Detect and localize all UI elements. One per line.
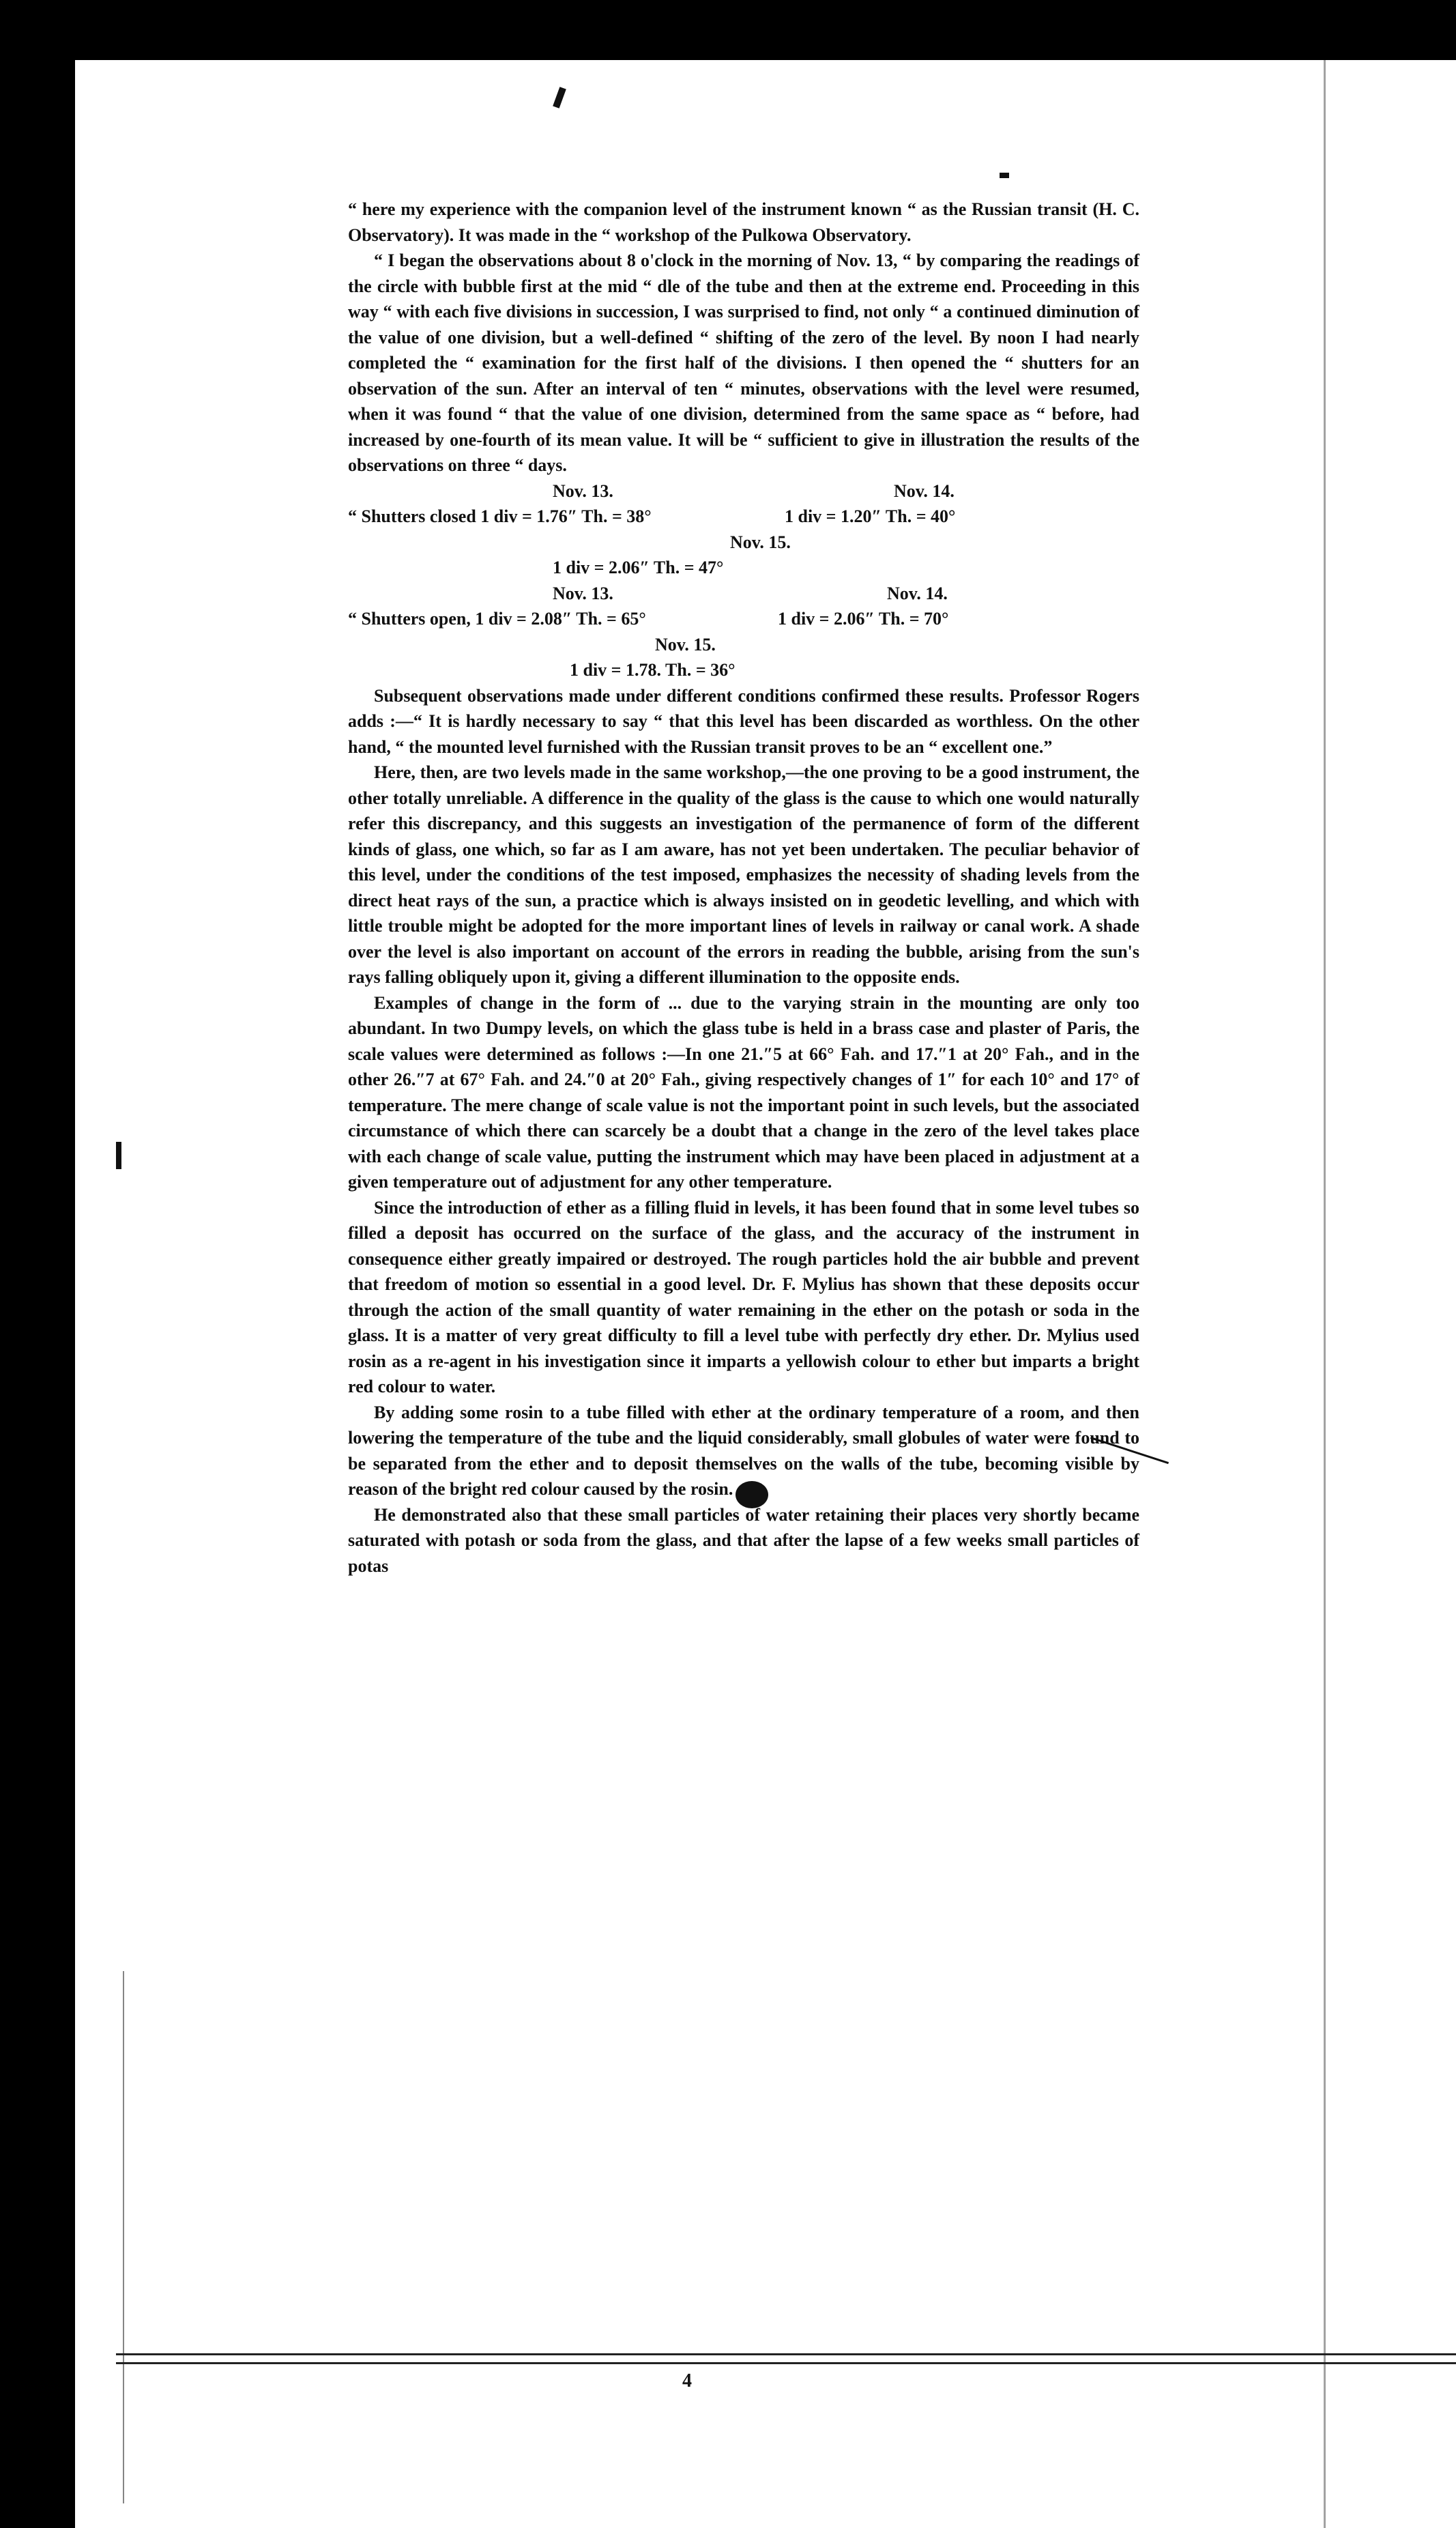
- bottom-rules: [116, 2353, 1456, 2371]
- table-cell: 1 div = 1.78. Th. = 36°: [570, 660, 736, 680]
- table-cell: Nov. 13.: [553, 480, 613, 501]
- table-cell: Nov. 14.: [887, 583, 948, 603]
- document-body: [348, 197, 1139, 1579]
- table-cell: “ Shutters open, 1 div = 2.08″ Th. = 65°: [348, 609, 646, 629]
- paragraph: “ here my experience with the companion level of the instrument known “ as the Russian transit (H. C. Observatory). It was made in the “ workshop of the Pulkowa Observatory.: [348, 199, 1139, 245]
- scan-speck: [553, 87, 566, 109]
- paragraph: He demonstrated also that these small particles of water retaining their places very shortly became saturated with potash or soda from the glass, and that after the lapse of a few weeks small particles of potas: [348, 1504, 1139, 1576]
- table-cell: “ Shutters closed 1 div = 1.76″ Th. = 38°: [348, 506, 652, 526]
- table-cell: 1 div = 2.06″ Th. = 70°: [778, 609, 949, 629]
- scan-artifact-line: [1324, 60, 1326, 2528]
- paragraph: Examples of change in the form of ... due to the varying strain in the mounting are only too abundant. In two Dumpy levels, on which the glass tube is held in a brass case and plaster of Paris, the scale values were determined as follows :—In one 21.″5 at 66° Fah. and 17.″1 at 20° Fah., and in the other 26.″7 at 67° Fah. and 24.″0 at 20° Fah., giving respectively changes of 1″ for each 10° and 17° of temperature. The mere change of scale value is not the important point in such levels, but the associated circumstance of which there can scarcely be a doubt that a change in the zero of the level takes place with each change of scale value, putting the instrument which may have been placed in adjustment at a given temperature out of adjustment for any other temperature.: [348, 992, 1139, 1192]
- scan-speck: [1000, 173, 1009, 178]
- table-cell: 1 div = 1.20″ Th. = 40°: [785, 506, 956, 526]
- observation-table: [348, 478, 1139, 683]
- table-cell: Nov. 15.: [730, 532, 791, 552]
- paragraph: By adding some rosin to a tube filled with ether at the ordinary temperature of a room, and then lowering the temperature of the tube and the liquid considerably, small globules of water were found to be separated from the ether and to deposit themselves on the walls of the tube, becoming visible by reason of the bright red colour caused by the rosin.: [348, 1402, 1139, 1499]
- paragraph: “ I began the observations about 8 o'clock in the morning of Nov. 13, “ by comparing the readings of the circle with bubble first at the mid “ dle of the tube and then at the extreme end. Proceeding in this way “ with each five divisions in succession, I was surprised to find, not only “ a continued diminution of the value of one division, but a well-defined “ shifting of the zero of the level. By noon I had nearly completed the “ examination for the first half of the divisions. I then opened the “ shutters for an observation of the sun. After an interval of ten “ minutes, observations with the level were resumed, when it was found “ that the value of one division, determined from the same space as “ before, had increased by one-fourth of its mean value. It will be “ sufficient to give in illustration the results of the observations on three “ days.: [348, 250, 1139, 475]
- scan-border-top: [0, 0, 1456, 60]
- page-number: 4: [682, 2370, 692, 2391]
- scanned-page: [75, 60, 1456, 2528]
- paragraph: Subsequent observations made under different conditions confirmed these results. Professor Rogers adds :—“ It is hardly necessary to say “ that this level has been discarded as worthless. On the other hand, “ the mounted level furnished with the Russian transit proves to be an “ excellent one.”: [348, 685, 1139, 757]
- table-cell: 1 div = 2.06″ Th. = 47°: [553, 558, 724, 577]
- table-cell: Nov. 15.: [655, 634, 716, 655]
- table-cell: Nov. 14.: [894, 480, 955, 501]
- paragraph: Since the introduction of ether as a filling fluid in levels, it has been found that in some level tubes so filled a deposit has occurred on the surface of the glass, and the accuracy of the instrument in consequence either greatly impaired or destroyed. The rough particles hold the air bubble and prevent that freedom of motion so essential in a good level. Dr. F. Mylius has shown that these deposits occur through the action of the small quantity of water remaining in the ether on the potash or soda in the glass. It is a matter of very great difficulty to fill a level tube with perfectly dry ether. Dr. Mylius used rosin as a re-agent in his investigation since it imparts a yellowish colour to ether but imparts a bright red colour to water.: [348, 1197, 1139, 1396]
- scan-artifact-line-left: [123, 1971, 124, 2503]
- paragraph: Here, then, are two levels made in the same workshop,—the one proving to be a good instrument, the other totally unreliable. A difference in the quality of the glass is the cause to which one would naturally refer this discrepancy, and this suggests an investigation of the permanence of form of the different kinds of glass, one which, so far as I am aware, has not yet been undertaken. The peculiar behavior of this level, under the conditions of the test imposed, emphasizes the necessity of shading levels from the direct heat rays of the sun, a practice which is always insisted on in geodetic levelling, and which with little trouble might be adopted for the more important lines of levels in railway or canal work. A shade over the level is also important on account of the errors in reading the bubble, arising from the sun's rays falling obliquely upon it, giving a different illumination to the opposite ends.: [348, 762, 1139, 987]
- table-cell: Nov. 13.: [553, 583, 613, 603]
- scan-speck: [116, 1142, 121, 1169]
